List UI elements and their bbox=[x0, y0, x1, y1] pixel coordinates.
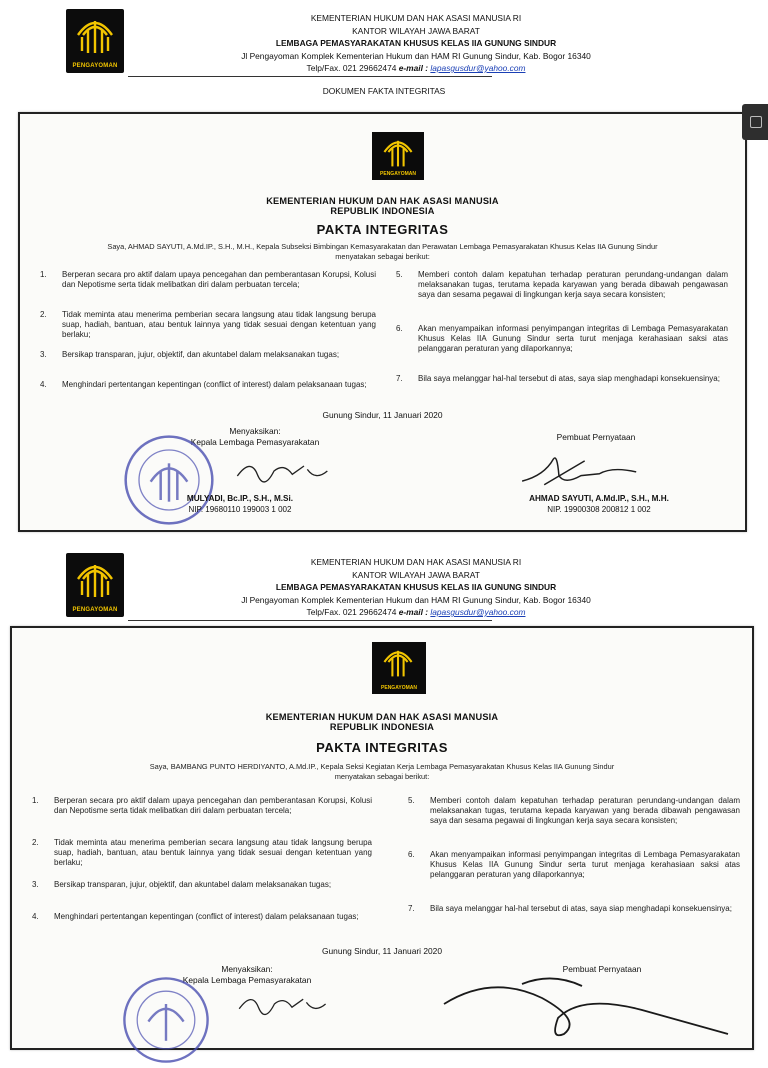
official-stamp bbox=[116, 430, 222, 530]
intro-line: Saya, AHMAD SAYUTI, A.Md.IP., S.H., M.H., Kepala Subseksi Bimbingan Kemasyarakatan dan Perawatan Lembaga Pemasyarakatan Khusus Kelas IIA Gunung Sindur bbox=[107, 242, 658, 251]
witness-signature bbox=[236, 988, 332, 1020]
pakta-scan-2 bbox=[10, 626, 754, 1050]
item-number: 5. bbox=[408, 796, 415, 805]
pakta-item bbox=[40, 310, 376, 339]
pengayoman-logo bbox=[66, 553, 124, 617]
letterhead-phone: Telp/Fax. 021 29662474 bbox=[306, 607, 399, 617]
item-text: Memberi contoh dalam kepatuhan terhadap peraturan perundang-undangan dalam melaksanakan tugas, terutama kepada karyawan yang berada dibawah pengawasan saya dan sesama pegawai di lingkungan kerja saya secara konsisten; bbox=[418, 270, 728, 299]
intro-line: Saya, BAMBANG PUNTO HERDIYANTO, A.Md.IP., Kepala Seksi Kegiatan Kerja Lembaga Pemasyarakatan Khusus Kelas IIA Gunung Sindur bbox=[149, 762, 615, 771]
banyan-tree-icon bbox=[74, 559, 116, 599]
official-stamp bbox=[116, 972, 216, 1068]
item-number: 7. bbox=[408, 904, 415, 913]
item-number: 2. bbox=[32, 838, 39, 847]
declarant-name: AHMAD SAYUTI, A.Md.IP., S.H., M.H. bbox=[529, 494, 669, 503]
logo-caption: PENGAYOMAN bbox=[380, 171, 416, 177]
scroll-to-top-button[interactable] bbox=[742, 104, 768, 140]
logo-caption: PENGAYOMAN bbox=[72, 607, 118, 613]
letterhead-rule bbox=[128, 620, 492, 621]
email-label: e-mail : bbox=[398, 63, 429, 73]
witness-label: Menyaksikan: bbox=[229, 426, 281, 436]
witness-org: Kepala Lembaga Pemasyarakatan bbox=[182, 975, 312, 985]
date-line: Gunung Sindur, 11 Januari 2020 bbox=[322, 410, 443, 420]
pakta-item bbox=[408, 796, 740, 825]
logo-caption: PENGAYOMAN bbox=[72, 63, 118, 69]
item-text: Berperan secara pro aktif dalam upaya pencegahan dan pemberantasan Korupsi, Kolusi dan Nepotisme serta tidak melibatkan diri dalam perbuatan tercela; bbox=[54, 796, 372, 815]
pakta-item bbox=[408, 850, 740, 879]
pakta-item bbox=[40, 270, 376, 290]
letterhead-1 bbox=[0, 0, 768, 80]
letterhead-phone: Telp/Fax. 021 29662474 bbox=[306, 63, 399, 73]
intro-statement bbox=[38, 242, 727, 261]
declarant-signature bbox=[516, 448, 646, 494]
pakta-item bbox=[396, 374, 728, 384]
letterhead-text bbox=[128, 12, 704, 75]
item-text: Bersikap transparan, jujur, objektif, dan akuntabel dalam melaksanakan tugas; bbox=[62, 350, 340, 359]
ministry-heading bbox=[20, 196, 745, 216]
item-number: 6. bbox=[396, 324, 403, 333]
item-text: Menghindari pertentangan kepentingan (conflict of interest) dalam pelaksanaan tugas; bbox=[54, 912, 359, 921]
declarant-signature bbox=[422, 964, 742, 1044]
item-text: Tidak meminta atau menerima pemberian secara langsung atau tidak langsung berupa suap, hadiah, bantuan, atau bentuk lainnya yang tidak sesuai dengan ketentuan yang berlaku; bbox=[54, 838, 372, 867]
pakta-item bbox=[32, 912, 372, 922]
pakta-title: PAKTA INTEGRITAS bbox=[316, 740, 448, 755]
pengayoman-logo bbox=[66, 9, 124, 73]
witness-nip: NIP. 19680110 199003 1 002 bbox=[188, 505, 292, 514]
document-title: DOKUMEN FAKTA INTEGRITAS bbox=[322, 86, 446, 96]
witness-label: Menyaksikan: bbox=[221, 964, 273, 974]
letterhead-address: Jl Pengayoman Komplek Kementerian Hukum dan HAM RI Gunung Sindur, Kab. Bogor 16340 bbox=[241, 50, 591, 61]
republic-line: REPUBLIK INDONESIA bbox=[329, 722, 435, 732]
item-number: 7. bbox=[396, 374, 403, 383]
item-text: Menghindari pertentangan kepentingan (conflict of interest) dalam pelaksanaan tugas; bbox=[62, 380, 367, 389]
pakta-item bbox=[40, 380, 376, 390]
square-icon bbox=[750, 116, 762, 128]
witness-name: MULYADI, Bc.IP., S.H., M.Si. bbox=[186, 494, 294, 503]
letterhead-2 bbox=[0, 546, 768, 626]
letterhead-contact bbox=[128, 62, 704, 75]
pakta-scan-1 bbox=[18, 112, 747, 532]
email-link[interactable]: lapasgusdur@yahoo.com bbox=[430, 607, 526, 617]
date-line: Gunung Sindur, 11 Januari 2020 bbox=[322, 946, 442, 956]
banyan-tree-icon bbox=[74, 15, 116, 55]
pakta-item bbox=[32, 838, 372, 867]
item-text: Akan menyampaikan informasi penyimpangan integritas di Lembaga Pemasyarakatan Khusus Kelas IIA Gunung Sindur serta turut menjaga kerahasiaan saksi atas pelanggaran peraturan yang dilaporkannya; bbox=[418, 324, 728, 353]
banyan-tree-icon bbox=[380, 646, 416, 678]
letterhead-contact bbox=[128, 606, 704, 619]
item-text: Bila saya melanggar hal-hal tersebut di atas, saya siap menghadapi konsekuensinya; bbox=[430, 904, 732, 913]
item-text: Berperan secara pro aktif dalam upaya pencegahan dan pemberantasan Korupsi, Kolusi dan Nepotisme serta tidak melibatkan diri dalam perbuatan tercela; bbox=[62, 270, 376, 289]
item-number: 3. bbox=[32, 880, 39, 889]
pakta-item bbox=[32, 796, 372, 816]
pakta-item bbox=[32, 880, 372, 890]
letterhead-regional-office: KANTOR WILAYAH JAWA BARAT bbox=[352, 569, 480, 580]
declarant-label: Pembuat Pernyataan bbox=[562, 964, 642, 974]
letterhead-institution: LEMBAGA PEMASYARAKATAN KHUSUS KELAS IIA GUNUNG SINDUR bbox=[275, 38, 557, 48]
pakta-title: PAKTA INTEGRITAS bbox=[316, 222, 449, 237]
intro-line: menyatakan sebagai berikut: bbox=[334, 771, 430, 781]
item-number: 4. bbox=[40, 380, 47, 389]
item-text: Bersikap transparan, jujur, objektif, dan akuntabel dalam melaksanakan tugas; bbox=[54, 880, 332, 889]
pakta-item bbox=[396, 270, 728, 299]
declarant-nip: NIP. 19900308 200812 1 002 bbox=[547, 505, 651, 514]
ministry-line: KEMENTERIAN HUKUM DAN HAK ASASI MANUSIA bbox=[266, 196, 499, 206]
item-text: Akan menyampaikan informasi penyimpangan integritas di Lembaga Pemasyarakatan Khusus Kelas IIA Gunung Sindur serta turut menjaga kerahasiaan saksi atas pelanggaran peraturan yang dilaporkannya; bbox=[430, 850, 740, 879]
logo-caption: PENGAYOMAN bbox=[381, 685, 417, 691]
item-number: 4. bbox=[32, 912, 39, 921]
item-number: 3. bbox=[40, 350, 47, 359]
item-number: 1. bbox=[32, 796, 39, 805]
email-label: e-mail : bbox=[398, 607, 429, 617]
letterhead-institution: LEMBAGA PEMASYARAKATAN KHUSUS KELAS IIA GUNUNG SINDUR bbox=[275, 582, 557, 592]
email-link[interactable]: lapasgusdur@yahoo.com bbox=[430, 63, 526, 73]
pengayoman-logo bbox=[372, 642, 426, 694]
republic-line: REPUBLIK INDONESIA bbox=[330, 206, 435, 216]
pakta-item bbox=[396, 324, 728, 353]
witness-org: Kepala Lembaga Pemasyarakatan bbox=[190, 437, 320, 447]
declarant-label: Pembuat Pernyataan bbox=[556, 432, 636, 442]
item-number: 1. bbox=[40, 270, 47, 279]
ministry-heading bbox=[12, 712, 752, 732]
item-number: 6. bbox=[408, 850, 415, 859]
intro-statement bbox=[30, 762, 734, 781]
item-text: Memberi contoh dalam kepatuhan terhadap peraturan perundang-undangan dalam melaksanakan tugas, terutama kepada karyawan yang berada dibawah pengawasan saya dan sesama pegawai di lingkungan kerja saya secara konsisten; bbox=[430, 796, 740, 825]
letterhead-ministry: KEMENTERIAN HUKUM DAN HAK ASASI MANUSIA RI bbox=[310, 557, 522, 567]
pengayoman-logo bbox=[372, 132, 424, 180]
witness-signature bbox=[234, 454, 334, 488]
banyan-tree-icon bbox=[380, 136, 416, 168]
ministry-line: KEMENTERIAN HUKUM DAN HAK ASASI MANUSIA bbox=[265, 712, 499, 722]
letterhead-address: Jl Pengayoman Komplek Kementerian Hukum dan HAM RI Gunung Sindur, Kab. Bogor 16340 bbox=[241, 594, 591, 605]
item-number: 2. bbox=[40, 310, 47, 319]
letterhead-ministry: KEMENTERIAN HUKUM DAN HAK ASASI MANUSIA RI bbox=[310, 13, 522, 23]
intro-line: menyatakan sebagai berikut: bbox=[335, 251, 430, 261]
pakta-item bbox=[40, 350, 376, 360]
letterhead-text bbox=[128, 556, 704, 619]
item-text: Bila saya melanggar hal-hal tersebut di atas, saya siap menghadapi konsekuensinya; bbox=[418, 374, 720, 383]
letterhead-rule bbox=[128, 76, 492, 77]
pakta-item bbox=[408, 904, 740, 914]
item-text: Tidak meminta atau menerima pemberian secara langsung atau tidak langsung berupa suap, hadiah, bantuan, atau bentuk lainnya yang tidak sesuai dengan ketentuan yang berlaku; bbox=[62, 310, 376, 339]
letterhead-regional-office: KANTOR WILAYAH JAWA BARAT bbox=[352, 25, 480, 36]
item-number: 5. bbox=[396, 270, 403, 279]
